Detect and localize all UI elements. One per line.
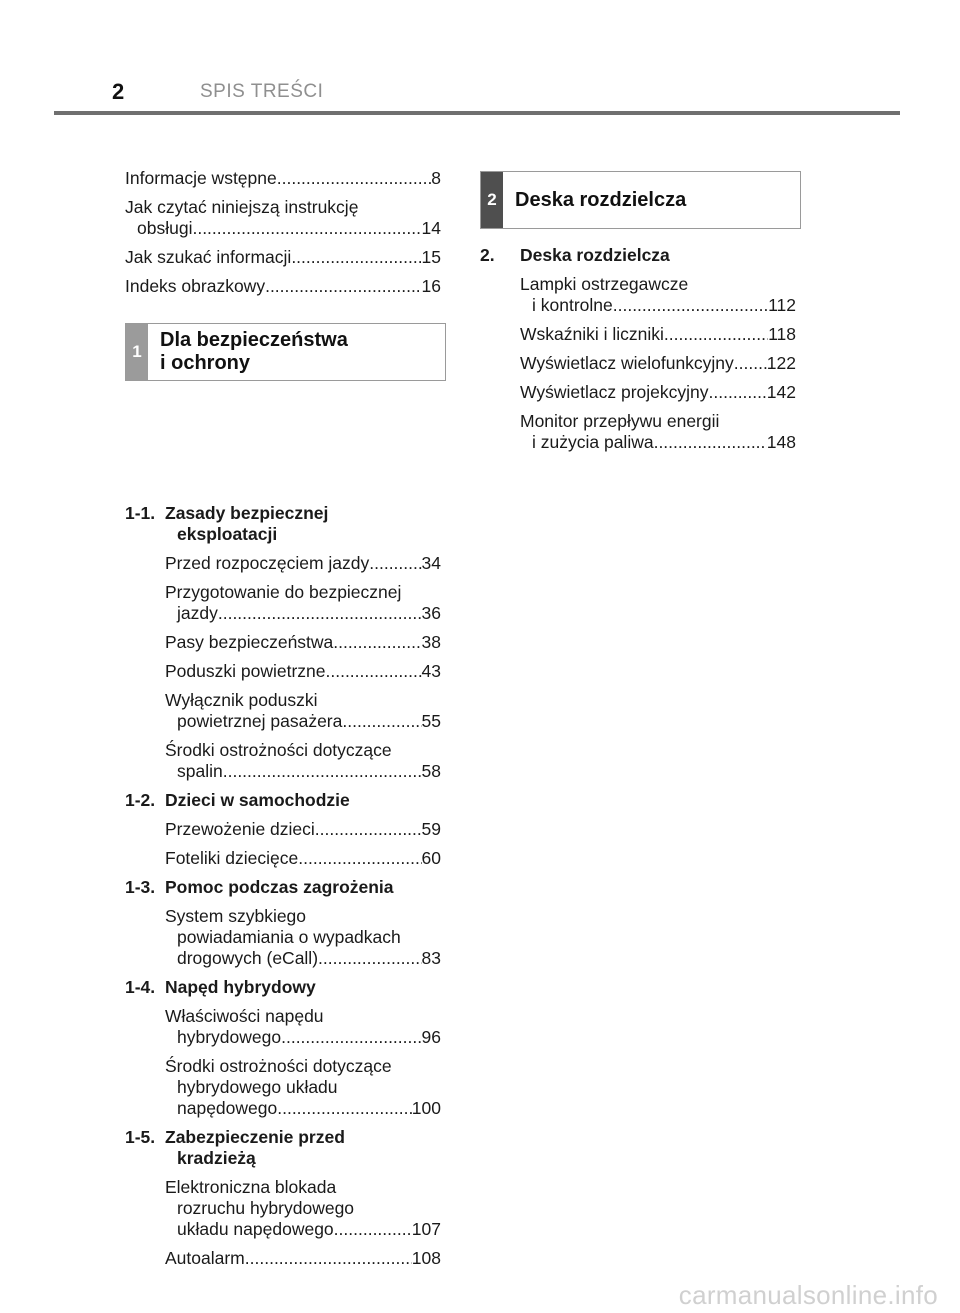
toc-page-number: 34: [421, 553, 441, 573]
toc-entry-text: jazdy: [177, 603, 218, 623]
toc-entry[interactable]: [125, 168, 441, 189]
subsection-number: 1-2.: [125, 790, 156, 810]
dot-leader: [218, 603, 422, 624]
dot-leader: [223, 761, 422, 782]
toc-entry[interactable]: [480, 324, 796, 345]
toc-page-number: 14: [421, 218, 441, 238]
subsection-number: 1-4.: [125, 977, 156, 997]
toc-page-number: 15: [421, 247, 441, 267]
section-2-tab: 2: [481, 172, 503, 228]
subsection-title: [165, 503, 441, 545]
dot-leader: [315, 819, 422, 840]
subsection-title: [165, 977, 441, 998]
toc-page-number: 96: [421, 1027, 441, 1047]
toc-entry[interactable]: [125, 906, 441, 969]
toc-entry-text: Wyświetlacz projekcyjny: [520, 382, 709, 402]
dot-leader: [192, 218, 421, 239]
toc-entry-text: Lampki ostrzegawcze: [520, 274, 689, 294]
dot-leader: [277, 1098, 412, 1119]
toc-page-number: 36: [421, 603, 441, 623]
watermark: carmanualsonline.info: [678, 1280, 938, 1310]
dot-leader: [265, 276, 421, 297]
toc-entry[interactable]: [125, 276, 441, 297]
subsection-title-line: Pomoc podczas zagrożenia: [165, 877, 394, 897]
dot-leader: [333, 632, 421, 653]
subsection-title: [165, 790, 441, 811]
subsection-heading[interactable]: [125, 1127, 441, 1169]
subsection-number: 2.: [480, 245, 495, 265]
page-number: 2: [112, 79, 125, 104]
toc-page-number: 112: [768, 295, 796, 315]
section-2-title: Deska rozdzielcza: [515, 188, 687, 211]
subsection-title-line: eksploatacji: [177, 524, 278, 544]
toc-entry-text: Poduszki powietrzne: [165, 661, 326, 681]
toc-page-number: 118: [768, 324, 796, 344]
dot-leader: [281, 1027, 421, 1048]
subsection-number: 1-1.: [125, 503, 156, 523]
section-2-box[interactable]: [480, 171, 801, 229]
toc-entry-text: Informacje wstępne: [125, 168, 277, 188]
dot-leader: [664, 324, 768, 345]
dot-leader: [709, 382, 767, 403]
toc-page-number: 148: [766, 432, 796, 452]
toc-entry[interactable]: [480, 382, 796, 403]
dot-leader: [326, 661, 422, 682]
toc-page-number: 38: [421, 632, 441, 652]
toc-entry-text: Przygotowanie do bezpiecznej: [165, 582, 402, 602]
toc-entry-text: i kontrolne: [532, 295, 613, 315]
subsection-title-line: Deska rozdzielcza: [520, 245, 670, 265]
subsection-title-line: Zabezpieczenie przed: [165, 1127, 345, 1147]
toc-entry-text: powietrznej pasażera: [177, 711, 343, 731]
subsection-heading[interactable]: [125, 877, 441, 898]
toc-entry-text: Jak szukać informacji: [125, 247, 292, 267]
toc-entry[interactable]: [125, 819, 441, 840]
dot-leader: [654, 432, 767, 453]
subsection-title-line: kradzieżą: [177, 1148, 256, 1168]
section-1-title-line: Dla bezpieczeństwa: [160, 329, 348, 351]
toc-right-column: [480, 245, 796, 461]
toc-entry[interactable]: [480, 411, 796, 453]
toc-entry-text: Autoalarm: [165, 1248, 245, 1268]
subsection-number: 1-3.: [125, 877, 156, 897]
toc-entry[interactable]: [125, 690, 441, 732]
section-1-tab: 1: [126, 324, 148, 380]
toc-entry-text: drogowych (eCall): [177, 948, 319, 968]
subsection-title-line: Zasady bezpiecznej: [165, 503, 329, 523]
subsection-title-line: Dzieci w samochodzie: [165, 790, 350, 810]
header-rule: [54, 111, 900, 115]
toc-page-number: 60: [421, 848, 441, 868]
toc-entry-text: Środki ostrożności dotyczące: [165, 1056, 392, 1076]
toc-entry[interactable]: [480, 353, 796, 374]
toc-left-column: [125, 168, 441, 1277]
toc-entry[interactable]: [125, 632, 441, 653]
toc-entry-text: napędowego: [177, 1098, 278, 1118]
subsection-title: [520, 245, 796, 266]
toc-entry-text: Indeks obrazkowy: [125, 276, 266, 296]
toc-page-number: 55: [421, 711, 441, 731]
toc-entry-text: powiadamiania o wypadkach: [177, 927, 401, 947]
dot-leader: [318, 948, 422, 969]
toc-entry[interactable]: [125, 553, 441, 574]
toc-entry[interactable]: [125, 1248, 441, 1269]
toc-entry[interactable]: [125, 197, 441, 239]
dot-leader: [277, 168, 432, 189]
toc-page-number: 107: [411, 1219, 441, 1239]
toc-page-number: 16: [421, 276, 441, 296]
toc-page-number: 100: [411, 1098, 441, 1118]
subsection-heading[interactable]: [125, 790, 441, 811]
toc-entry-text: układu napędowego: [177, 1219, 334, 1239]
toc-entry-text: Foteliki dziecięce: [165, 848, 299, 868]
toc-entry[interactable]: [125, 1006, 441, 1048]
toc-entry[interactable]: [125, 582, 441, 624]
toc-entry-text: i zużycia paliwa: [532, 432, 654, 452]
subsection-heading[interactable]: [125, 977, 441, 998]
dot-leader: [613, 295, 768, 316]
dot-leader: [334, 1219, 412, 1240]
toc-entry-text: rozruchu hybrydowego: [177, 1198, 355, 1218]
subsection-heading[interactable]: [480, 245, 796, 266]
toc-entry-text: Monitor przepływu energii: [520, 411, 720, 431]
toc-entry[interactable]: [125, 740, 441, 782]
toc-entry-text: Właściwości napędu: [165, 1006, 324, 1026]
toc-entry[interactable]: [125, 1056, 441, 1119]
toc-page-number: 83: [421, 948, 441, 968]
toc-page-number: 108: [411, 1248, 441, 1268]
toc-page-number: 142: [766, 382, 796, 402]
toc-entry-text: hybrydowego układu: [177, 1077, 338, 1097]
section-1-title-line: i ochrony: [160, 352, 251, 374]
toc-entry-text: hybrydowego: [177, 1027, 282, 1047]
toc-page-number: 59: [421, 819, 441, 839]
subsection-number: 1-5.: [125, 1127, 156, 1147]
dot-leader: [245, 1248, 412, 1269]
intro-list: [125, 168, 441, 297]
toc-page-number: 58: [421, 761, 441, 781]
toc-entry-text: Pasy bezpieczeństwa: [165, 632, 334, 652]
toc-entry-text: System szybkiego: [165, 906, 307, 926]
subsection-title-line: Napęd hybrydowy: [165, 977, 316, 997]
toc-page-number: 43: [421, 661, 441, 681]
subsection-title: [165, 877, 441, 898]
toc-page-number: 8: [431, 168, 441, 188]
toc-entry-text: Przewożenie dzieci: [165, 819, 315, 839]
dot-leader: [369, 553, 421, 574]
toc-entry[interactable]: [480, 274, 796, 316]
section-1-list: [125, 503, 441, 1269]
toc-entry-text: spalin: [177, 761, 223, 781]
toc-entry[interactable]: [125, 247, 441, 268]
toc-entry[interactable]: [125, 1177, 441, 1240]
header-title: SPIS TREŚCI: [200, 81, 324, 102]
dot-leader: [342, 711, 421, 732]
toc-entry-text: Wskaźniki i liczniki: [520, 324, 664, 344]
section-2-list: [480, 245, 796, 453]
toc-entry[interactable]: [125, 661, 441, 682]
page-header: [0, 0, 960, 120]
toc-entry-text: Wyłącznik poduszki: [165, 690, 318, 710]
toc-entry-text: Jak czytać niniejszą instrukcję: [125, 197, 359, 217]
toc-entry-text: Przed rozpoczęciem jazdy: [165, 553, 370, 573]
toc-entry-text: Elektroniczna blokada: [165, 1177, 337, 1197]
toc-entry-text: Wyświetlacz wielofunkcyjny: [520, 353, 734, 373]
toc-entry[interactable]: [125, 848, 441, 869]
toc-page-number: 122: [766, 353, 796, 373]
subsection-heading[interactable]: [125, 503, 441, 545]
dot-leader: [734, 353, 767, 374]
toc-entry-text: obsługi: [137, 218, 193, 238]
toc-entry-text: Środki ostrożności dotyczące: [165, 740, 392, 760]
dot-leader: [291, 247, 421, 268]
subsection-title: [165, 1127, 441, 1169]
dot-leader: [298, 848, 421, 869]
